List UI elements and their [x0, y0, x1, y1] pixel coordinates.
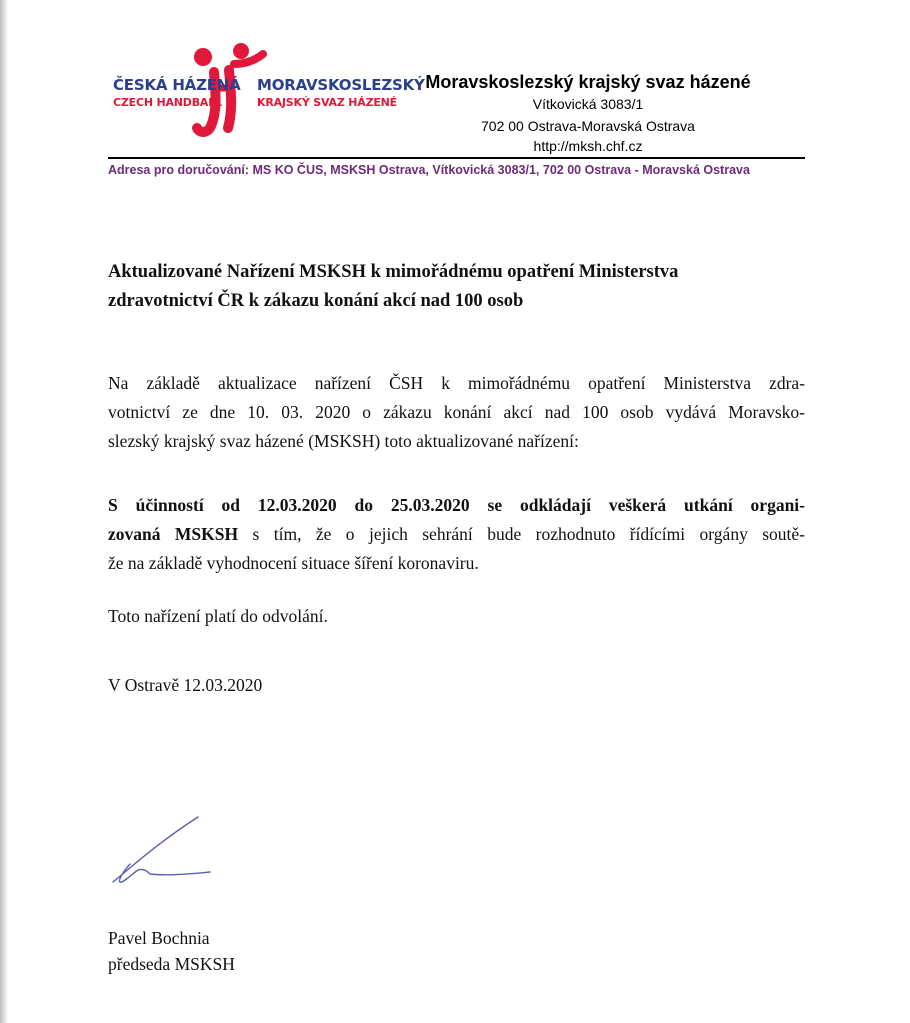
- bold-text: zovaná MSKSH: [108, 524, 239, 544]
- paragraph-line: S účinností od 12.03.2020 do 25.03.2020 se odkládají veškerá utkání organi-: [108, 495, 805, 515]
- title-line: Aktualizované Nařízení MSKSH k mimořádnému opatření Ministerstva: [108, 262, 679, 282]
- delivery-address: Adresa pro doručování: MS KO ČUS, MSKSH Ostrava, Vítkovická 3083/1, 702 00 Ostrava - Moravská Ostrava: [108, 163, 750, 177]
- place-date: V Ostravě 12.03.2020: [108, 675, 263, 695]
- paragraph-line: Na základě aktualizace nařízení ČSH k mimořádnému opatření Ministerstva zdra-: [108, 373, 805, 393]
- intro-paragraph: [108, 369, 805, 456]
- title-line: zdravotnictví ČR k zákazu konání akcí nad 100 osob: [108, 291, 524, 311]
- paragraph-text: s tím, že o jejich sehrání bude rozhodnuto řídícími orgány soutě-: [238, 524, 805, 544]
- organization-web: http://mksh.chf.cz: [533, 138, 643, 154]
- signature: [108, 812, 218, 892]
- header-divider: [108, 157, 805, 159]
- logo-text-czech: ČESKÁ HÁZENÁ: [113, 76, 241, 94]
- organization-name: Moravskoslezský krajský svaz házené: [425, 72, 751, 92]
- signatory-role: předseda MSKSH: [108, 954, 235, 974]
- organization-street: Vítkovická 3083/1: [532, 96, 644, 112]
- paragraph-line: votnictví ze dne 10. 03. 2020 o zákazu konání akcí nad 100 osob vydává Moravsko-: [108, 402, 805, 422]
- paragraph-line: že na základě vyhodnocení situace šíření koronaviru.: [108, 553, 479, 573]
- logo-text-czech-handball: CZECH HANDBALL: [113, 96, 222, 109]
- paragraph-line: [108, 520, 805, 549]
- logo-text-association: KRAJSKÝ SVAZ HÁZENÉ: [257, 96, 397, 109]
- page-shadow: [0, 0, 8, 1023]
- document-title: [108, 258, 808, 316]
- logo: [113, 40, 425, 140]
- signatory-block: [108, 925, 805, 977]
- paragraph-line: slezský krajský svaz házené (MSKSH) toto aktualizované nařízení:: [108, 431, 579, 451]
- decree-paragraph: [108, 491, 805, 578]
- validity-statement: Toto nařízení platí do odvolání.: [108, 606, 328, 626]
- organization-city: 702 00 Ostrava-Moravská Ostrava: [481, 118, 695, 134]
- logo-text-region: MORAVSKOSLEZSKÝ: [257, 76, 425, 94]
- signatory-name: Pavel Bochnia: [108, 928, 210, 948]
